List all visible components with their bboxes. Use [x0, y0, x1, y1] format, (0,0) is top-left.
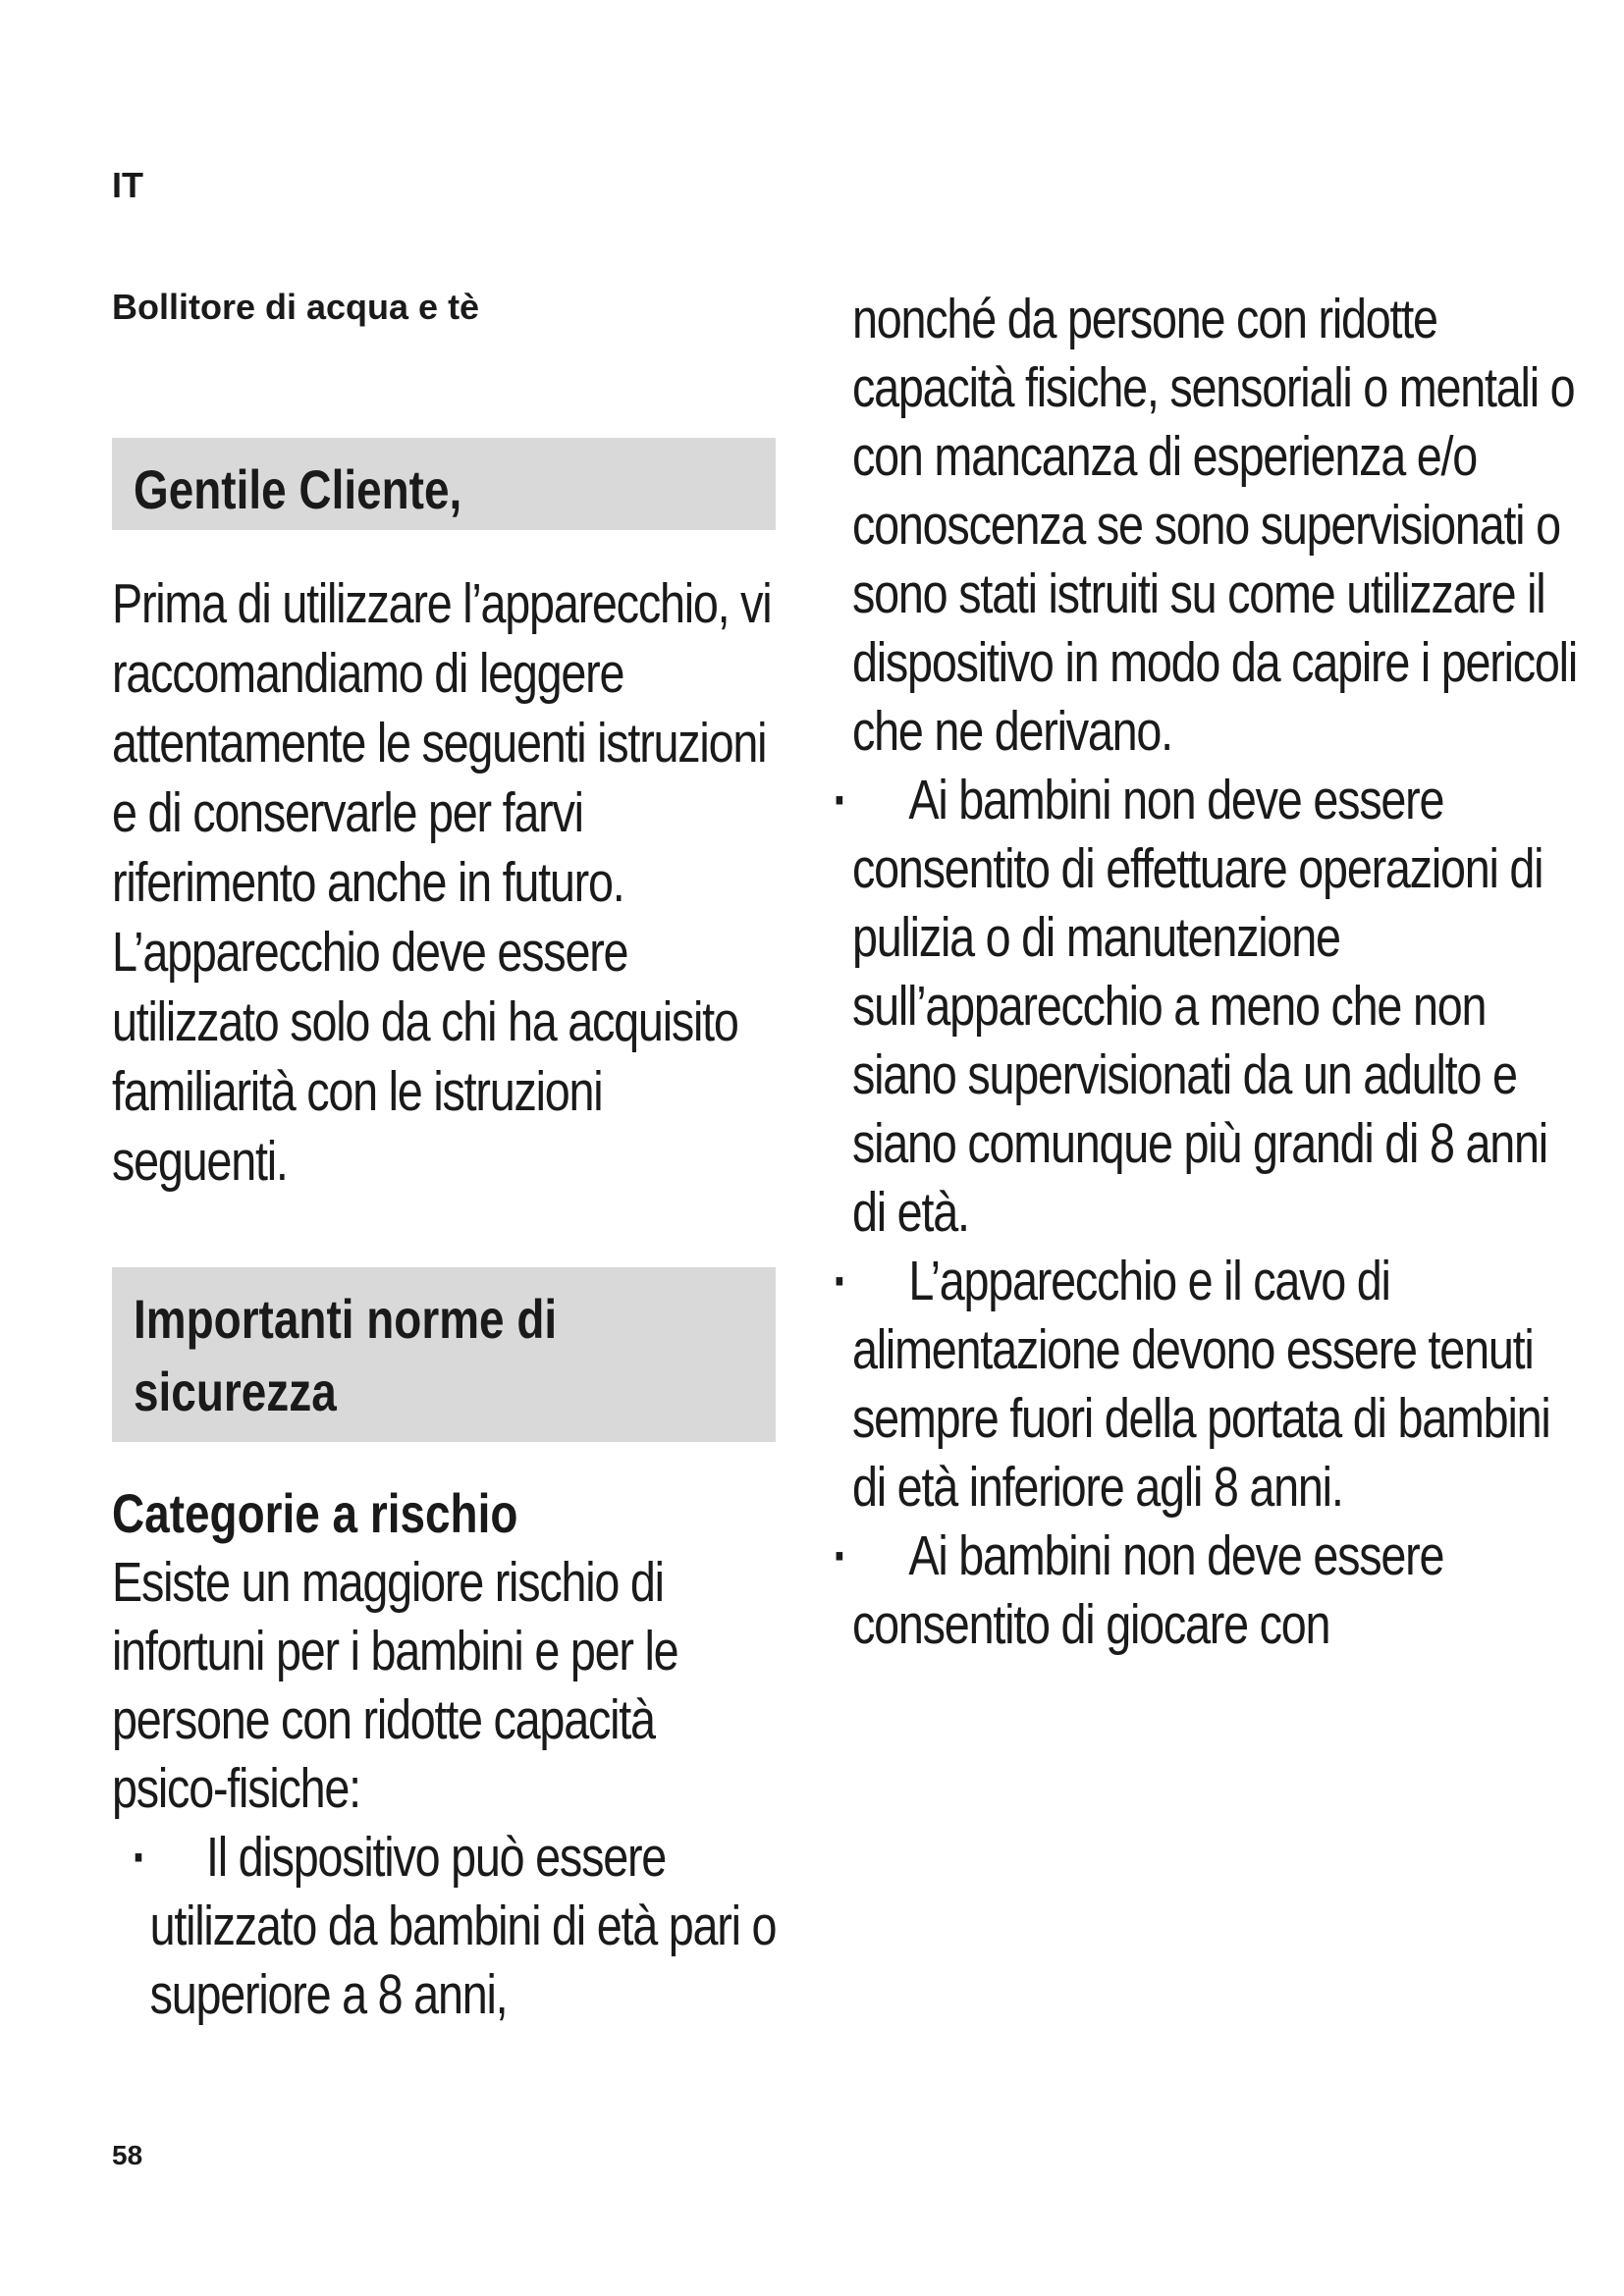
document-title: Bollitore di acqua e tè: [112, 287, 480, 327]
bullet-text: Ai bambini non deve essere consentito di giocare con: [852, 1524, 1444, 1656]
bullet-text: Ai bambini non deve essere consentito di effettuare operazioni di pulizia o di manutenzione sull’apparecchio a meno che non siano supervisionati da un adulto e siano comunque più grandi di 8 anni di età.: [852, 769, 1547, 1244]
list-item: [833, 1247, 1585, 1522]
continuation-paragraph: nonché da persone con ridotte capacità fisiche, sensoriali o mentali o con mancanza di esperienza e/o conoscenza se sono supervisionati o sono stati istruiti su come utilizzare il dispositivo in modo da capire i pericoli che ne derivano.: [852, 288, 1577, 763]
list-item: [126, 1823, 842, 2029]
bullet-icon: ·: [833, 769, 847, 831]
list-item: [833, 1522, 1585, 1659]
list-item: [833, 766, 1585, 1247]
safety-heading-text: Importanti norme di sicurezza: [134, 1288, 558, 1422]
left-bullet-list: [126, 1823, 776, 2029]
greeting-heading: [112, 438, 776, 530]
greeting-heading-text: Gentile Cliente,: [134, 458, 462, 520]
language-code: IT: [112, 165, 143, 205]
safety-heading: [112, 1267, 776, 1442]
bullet-text: L’apparecchio e il cavo di alimentazione devono essere tenuti sempre fuori della portata di bambini di età inferiore agli 8 anni.: [852, 1250, 1550, 1519]
risk-heading: Categorie a rischio: [112, 1482, 518, 1544]
page-number: 58: [112, 2140, 143, 2170]
left-column: [112, 438, 776, 2029]
intro-paragraph: Prima di utilizzare l’apparecchio, vi raccomandiamo di leggere attentamente le seguenti istruzioni e di conservarle per farvi riferimento anche in futuro. L’apparecchio deve essere utilizzato solo da chi ha acquisito familiarità con le istruzioni seguenti.: [112, 572, 772, 1193]
bullet-icon: ·: [833, 1524, 847, 1587]
risk-paragraph: Esiste un maggiore rischio di infortuni per i bambini e per le persone con ridotte capacità psico-fisiche:: [112, 1551, 678, 1820]
right-column: [833, 285, 1598, 1659]
bullet-text: Il dispositivo può essere utilizzato da bambini di età pari o superiore a 8 anni,: [149, 1826, 777, 2026]
bullet-icon: ·: [132, 1826, 146, 1889]
bullet-icon: ·: [833, 1250, 847, 1312]
